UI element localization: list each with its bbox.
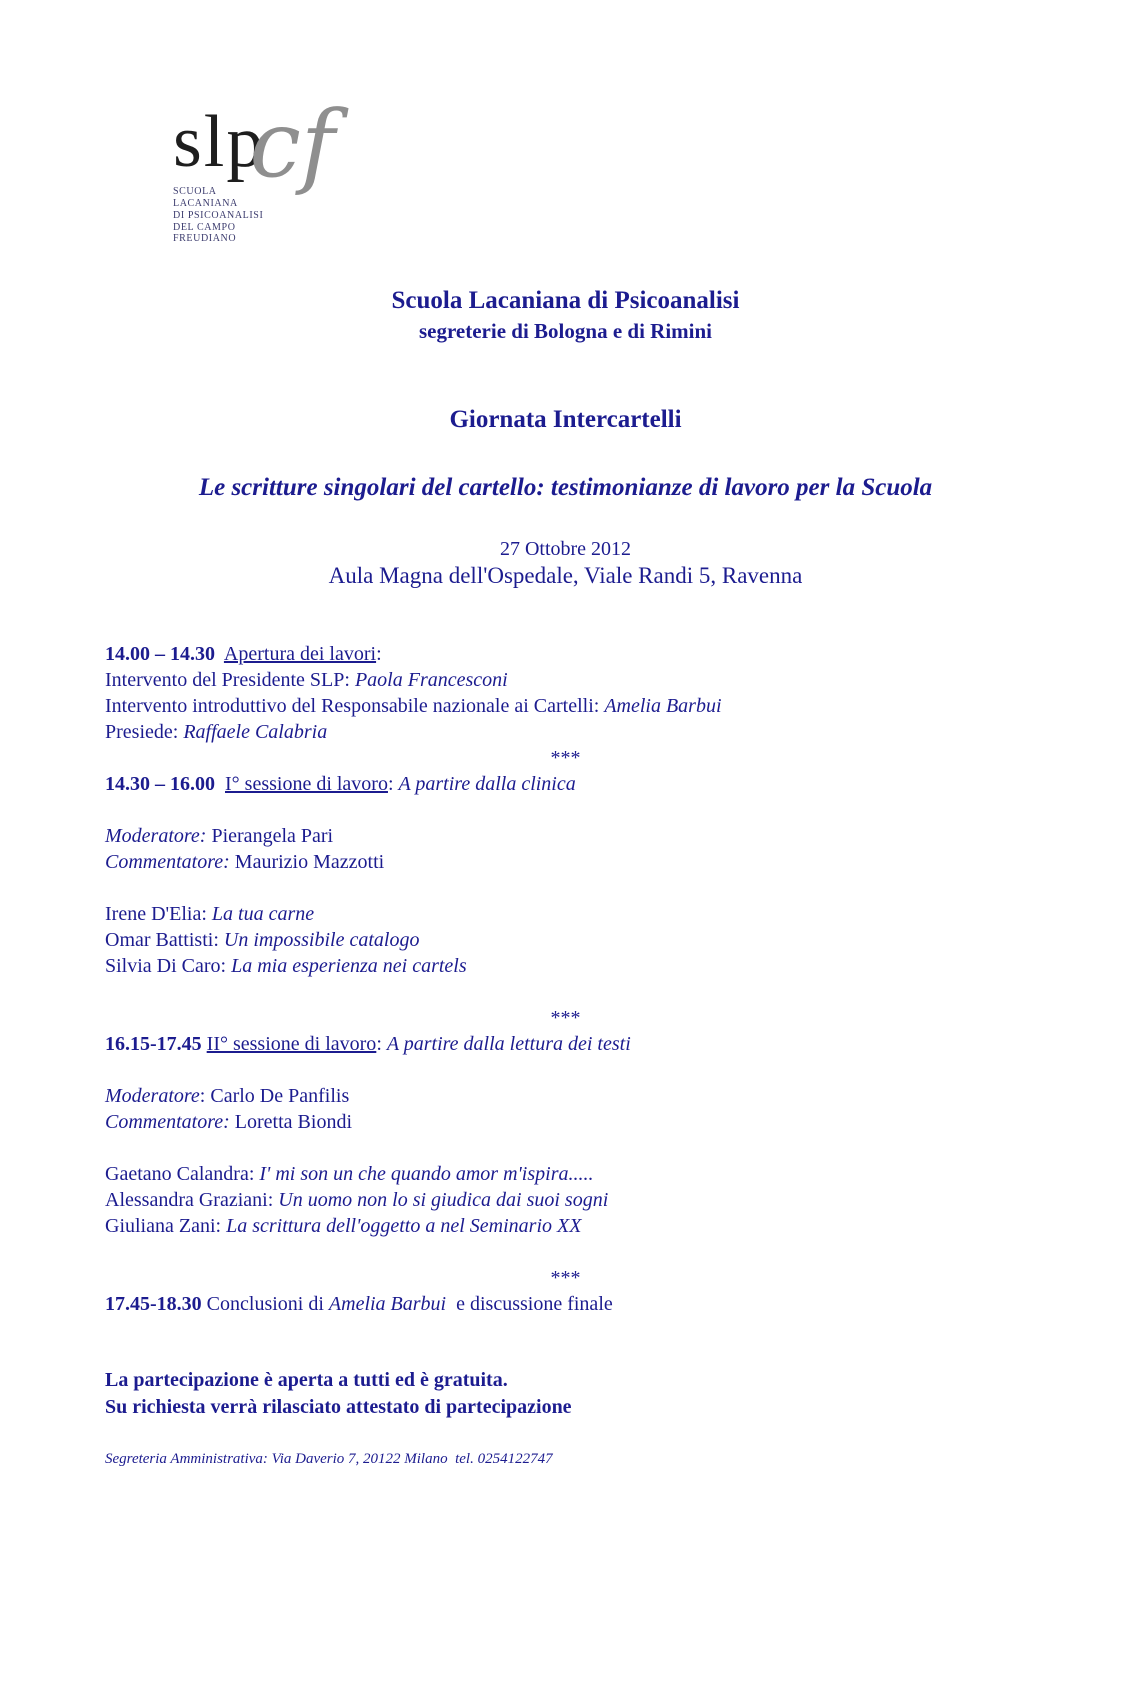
text-segment: Intervento introduttivo del Responsabile nazionale ai Cartelli: (105, 695, 605, 718)
text-segment: Irene D'Elia: (105, 903, 212, 926)
program-line (105, 1031, 1026, 1057)
text-segment: Loretta Biondi (229, 1111, 352, 1134)
text-segment: Maurizio Mazzotti (229, 851, 385, 874)
text-segment: Alessandra Graziani: (105, 1189, 279, 1212)
text-segment: Omar Battisti: (105, 929, 224, 952)
program-line (105, 667, 1026, 693)
text-segment: : (376, 1033, 387, 1056)
text-segment (215, 643, 224, 665)
text-segment: II° sessione di lavoro (206, 1033, 377, 1056)
text-segment: 17.45-18.30 (105, 1293, 202, 1316)
text-segment: Presiede: (105, 721, 184, 744)
text-segment: : Carlo De Panfilis (199, 1085, 350, 1108)
text-segment: *** (550, 1007, 581, 1030)
text-segment: *** (550, 1267, 581, 1290)
logo-text-slp: slp (173, 101, 266, 183)
text-segment: 14.00 – 14.30 (105, 643, 215, 666)
program-line (105, 849, 1026, 875)
event-title: Giornata Intercartelli (449, 406, 682, 434)
text-segment: La tua carne (211, 903, 315, 926)
text-segment: Commentatore: (105, 851, 230, 874)
text-segment: Apertura dei lavori (223, 643, 377, 666)
event-theme: Le scritture singolari del cartello: testimonianze di lavoro per la Scuola (198, 474, 933, 502)
text-segment: Commentatore: (105, 1111, 230, 1134)
program-line (105, 641, 1026, 667)
program-line (105, 1135, 1026, 1161)
text-segment: 14.30 – 16.00 (105, 773, 215, 796)
program-line (105, 875, 1026, 901)
participation-notice (105, 1367, 1026, 1421)
text-segment: Un impossibile catalogo (223, 929, 420, 952)
program-line (105, 979, 1026, 1005)
text-segment: A partire dalla lettura dei testi (386, 1033, 631, 1056)
separator-line (105, 745, 1026, 771)
event-venue: Aula Magna dell'Ospedale, Viale Randi 5, Ravenna (328, 563, 803, 589)
text-segment: Pierangela Pari (206, 825, 334, 848)
program-line (105, 1213, 1026, 1239)
text-segment: I' mi son un che quando amor m'ispira..... (259, 1163, 594, 1186)
text-segment: : (387, 773, 399, 796)
text-segment: Moderatore (105, 1085, 200, 1108)
program-line (105, 1109, 1026, 1135)
text-segment: e discussione finale (446, 1293, 613, 1316)
program-line (105, 927, 1026, 953)
logo-caption-line: SCUOLA (173, 186, 217, 198)
separator-line (105, 1265, 1026, 1291)
school-subtitle: segreterie di Bologna e di Rimini (418, 319, 712, 344)
logo-text-cf: cf (249, 91, 335, 198)
program-line (105, 901, 1026, 927)
program-line (105, 693, 1026, 719)
event-date: 27 Ottobre 2012 (499, 538, 632, 561)
notice-line: La partecipazione è aperta a tutti ed è gratuita. (105, 1369, 508, 1392)
program-line (105, 771, 1026, 797)
text-segment: Gaetano Calandra: (105, 1163, 260, 1186)
text-segment: La mia esperienza nei cartels (231, 955, 467, 978)
text-segment: I° sessione di lavoro (225, 773, 388, 796)
text-segment: A partire dalla clinica (398, 773, 576, 796)
separator-line (105, 1005, 1026, 1031)
text-segment: Conclusioni di (201, 1293, 329, 1316)
notice-line: Su richiesta verrà rilasciato attestato di partecipazione (105, 1396, 572, 1419)
text-segment: Raffaele Calabria (183, 721, 328, 744)
program-line (105, 719, 1026, 745)
logo-caption-line: LACANIANA (173, 197, 238, 209)
program-line (105, 1057, 1026, 1083)
text-segment: Silvia Di Caro: (105, 955, 232, 978)
program-line (105, 953, 1026, 979)
program-line (105, 1161, 1026, 1187)
text-segment: Paola Francesconi (354, 669, 508, 692)
text-segment: Un uomo non lo si giudica dai suoi sogni (278, 1189, 609, 1212)
program-line (105, 1239, 1026, 1265)
program-line (105, 797, 1026, 823)
text-segment: 16.15-17.45 (105, 1033, 202, 1056)
text-segment: Moderatore: (105, 825, 207, 848)
document-page (0, 91, 1131, 1698)
program-line (105, 823, 1026, 849)
text-segment: Amelia Barbui (604, 695, 722, 718)
text-segment (215, 773, 225, 795)
logo-caption-line: DI PSICOANALISI (173, 209, 264, 221)
school-title: Scuola Lacaniana di Psicoanalisi (391, 287, 740, 315)
text-segment: Intervento del Presidente SLP: (105, 669, 355, 692)
program-line (105, 1083, 1026, 1109)
text-segment: : (376, 643, 382, 666)
text-segment: La scrittura dell'oggetto a nel Seminario XX (226, 1215, 582, 1238)
logo-caption-line: DEL CAMPO FREUDIANO (173, 221, 237, 245)
slp-logo (173, 91, 403, 245)
program (105, 641, 1026, 1317)
program-line (105, 1187, 1026, 1213)
text-segment: *** (550, 747, 581, 770)
text-segment: Amelia Barbui (328, 1293, 447, 1316)
text-segment: Giuliana Zani: (105, 1215, 227, 1238)
program-line (105, 1291, 1026, 1317)
admin-secretariat-line: Segreteria Amministrativa: Via Daverio 7, 20122 Milano tel. 0254122747 (105, 1451, 553, 1468)
